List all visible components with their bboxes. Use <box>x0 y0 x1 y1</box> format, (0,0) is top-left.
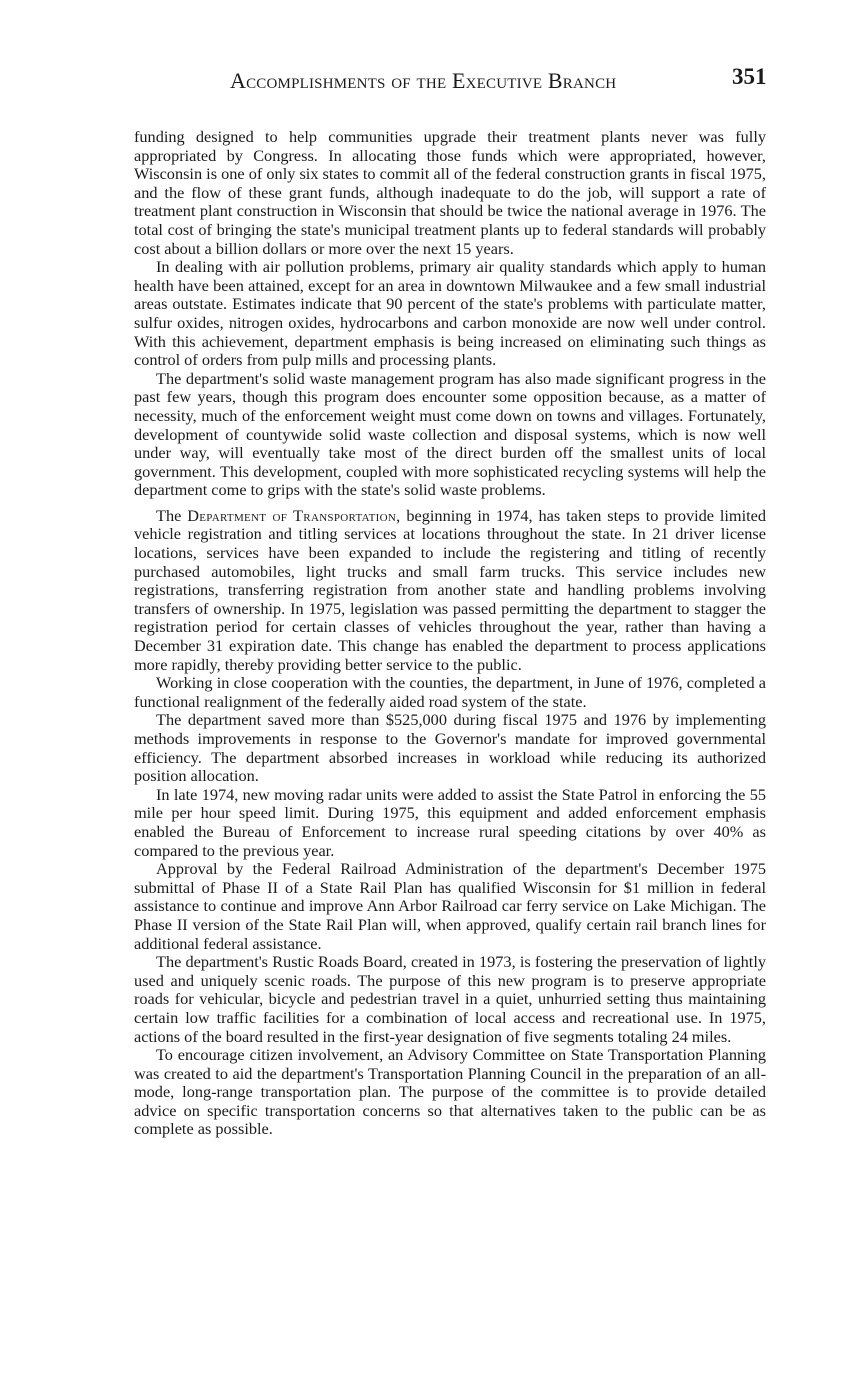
paragraph-transportation-text: beginning in 1974, has taken steps to provide limited vehicle registration and titling services at locations throughout the state. In 21 driver license locations, services have been expanded to include the registering and titling of recently purchased automobiles, light trucks and small farm trucks. This service includes new registrations, transferring registration from another state and handling problems involving transfers of ownership. In 1975, legislation was passed permitting the department to stagger the registration period for certain classes of vehicles throughout the year, rather than having a December 31 expiration date. This change has enabled the department to process applications more rapidly, thereby providing better service to the public. <box>134 505 767 674</box>
body-text <box>134 128 766 1139</box>
paragraph-savings: The department saved more than $525,000 during fiscal 1975 and 1976 by implementing methods improvements in response to the Governor's mandate for improved governmental efficiency. The department absorbed increases in workload while reducing its authorized position allocation. <box>134 710 766 786</box>
running-title: Accomplishments of the Executive Branch <box>230 68 617 93</box>
paragraph-advisory-committee: To encourage citizen involvement, an Advisory Committee on State Transportation Planning was created to aid the department's Transportation Planning Council in the preparation of an all-mode, long-range transportation plan. The purpose of the committee is to provide detailed advice on specific transportation concerns so that alternatives taken to the public can be as complete as possible. <box>134 1045 766 1139</box>
paragraph-rail-plan: Approval by the Federal Railroad Administration of the department's December 1975 submittal of Phase II of a State Rail Plan has qualified Wisconsin for $1 million in federal assistance to continue and improve Ann Arbor Railroad car ferry service on Lake Michigan. The Phase II version of the State Rail Plan will, when approved, qualify certain rail branch lines for additional federal assistance. <box>134 859 766 953</box>
paragraph-solid-waste: The department's solid waste management program has also made significant progress in the past few years, though this program does encounter some opposition because, as a matter of necessity, much of the enforcement weight must come down on towns and villages. Fortunately, development of countywide solid waste collection and disposal systems, which is now well under way, will eventually take most of the direct burden off the smallest units of local government. This development, coupled with more sophisticated recycling systems will help the department come to grips with the state's solid waste problems. <box>134 368 766 500</box>
paragraph-water-funding: funding designed to help communities upgrade their treatment plants never was fully appropriated by Congress. In allocating those funds which were appropriated, however, Wisconsin is one of only six states to commit all of the federal construction grants in fiscal 1975, and the flow of these grant funds, although inadequate to do the job, will support a rate of treatment plant construction in Wisconsin that should be twice the national average in 1976. The total cost of bringing the state's municipal treatment plants up to federal standards will probably cost about a billion dollars or more over the next 15 years. <box>134 127 766 258</box>
paragraph-air-pollution: In dealing with air pollution problems, primary air quality standards which apply to human health have been attained, except for an area in downtown Milwaukee and a few small industrial areas outstate. Estimates indicate that 90 percent of the state's problems with particulate matter, sulfur oxides, nitrogen oxides, hydrocarbons and carbon monoxide are now well under control. With this achievement, department emphasis is being increased on eliminating such things as control of orders from pulp mills and processing plants. <box>134 257 766 370</box>
page-number: 351 <box>732 64 767 89</box>
paragraph-transportation-intro <box>134 507 766 674</box>
paragraph-rustic-roads: The department's Rustic Roads Board, created in 1973, is fostering the preservation of lightly used and uniquely scenic roads. The purpose of this new program is to preserve appropriate roads for vehicular, bicycle and pedestrian travel in a quiet, unhurried setting thus maintaining certain low traffic facilities for a combination of local access and recreational use. In 1975, actions of the board resulted in the first-year designation of five segments totaling 24 miles. <box>134 952 766 1046</box>
page-header <box>0 62 859 98</box>
department-name: Department of Transportation, <box>187 505 401 525</box>
paragraph-radar-units: In late 1974, new moving radar units were added to assist the State Patrol in enforcing the 55 mile per hour speed limit. During 1975, this equipment and added enforcement emphasis enabled the Bureau of Enforcement to increase rural speeding citations by over 40% as compared to the previous year. <box>134 784 766 860</box>
paragraph-lead-word: The <box>156 505 188 525</box>
paragraph-road-realignment: Working in close cooperation with the counties, the department, in June of 1976, completed a functional realignment of the federally aided road system of the state. <box>134 673 766 711</box>
